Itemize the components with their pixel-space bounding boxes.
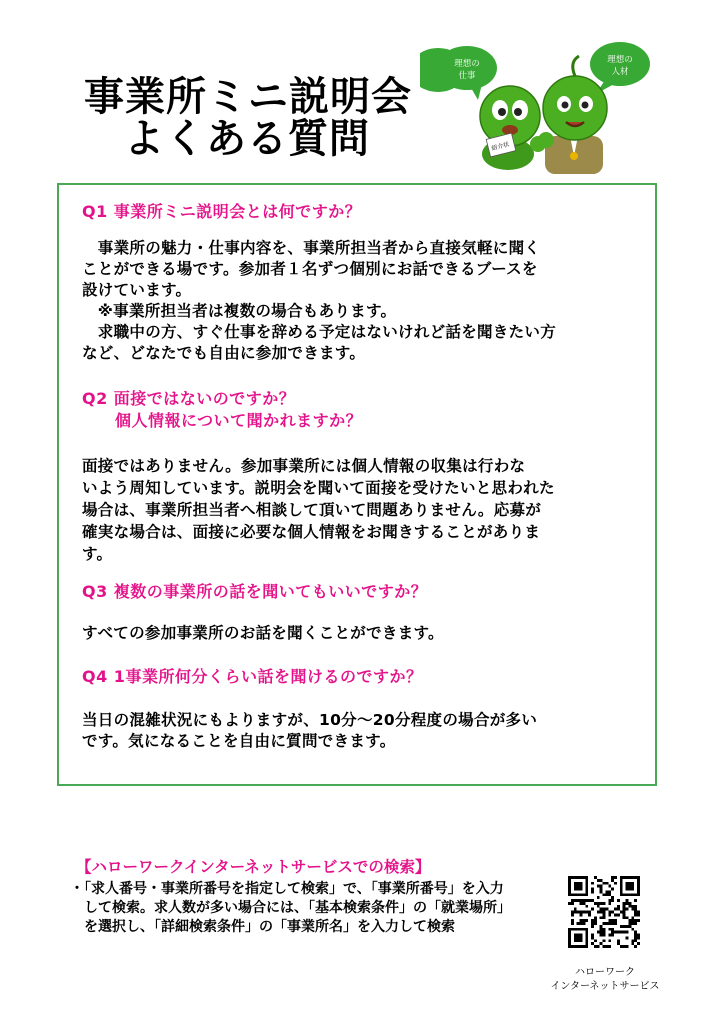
answer-1-line: 設けています。 xyxy=(82,281,192,299)
mascot-illustration xyxy=(420,36,670,176)
answer-1-line: ことができる場です。参加者１名ずつ個別にお話できるブースを xyxy=(82,260,538,278)
bubble-right-line2: 人材 xyxy=(611,67,629,77)
search-instruction-line: を選択し、「詳細検索条件」の「事業所名」を入力して検索 xyxy=(70,919,455,935)
question-3-line: Q3 複数の事業所の話を聞いてもいいですか？ xyxy=(82,582,428,601)
question-4-line: Q4 1事業所何分くらい話を聞けるのですか？ xyxy=(82,667,423,686)
question-2-line: 個人情報について聞かれますか？ xyxy=(82,411,363,430)
answer-4-line: 当日の混雑状況にもよりますが、10分～20分程度の場合が多い xyxy=(82,711,538,729)
search-instruction-line: ・「求人番号・事業所番号を指定して検索」で、「事業所番号」を入力 xyxy=(70,881,504,897)
answer-1-line: など、どなたでも自由に参加できます。 xyxy=(82,344,366,362)
bubble-left-line1: 理想の xyxy=(454,59,480,69)
search-instruction-line: して検索。求人数が多い場合には、「基本検索条件」の「就業場所」 xyxy=(70,900,511,916)
answer-2-line: す。 xyxy=(82,545,113,563)
qr-code[interactable] xyxy=(568,876,640,948)
question-1-line: Q1 事業所ミニ説明会とは何ですか？ xyxy=(82,202,362,221)
answer-1 xyxy=(82,238,642,364)
answer-2-line: 確実な場合は、面接に必要な個人情報をお聞きすることがありま xyxy=(82,523,541,541)
search-section-title: 【ハローワークインターネットサービスでの検索】 xyxy=(76,858,431,876)
bubble-left-line2: 仕事 xyxy=(458,71,476,81)
answer-2-line: いよう周知しています。説明会を聞いて面接を受けたいと思われた xyxy=(82,479,555,497)
answer-3-line: すべての参加事業所のお話を聞くことができます。 xyxy=(82,624,444,642)
search-instructions xyxy=(70,880,511,937)
answer-1-line: 求職中の方、すぐ仕事を辞める予定はないけれど話を聞きたい方 xyxy=(82,323,557,341)
answer-3 xyxy=(82,623,642,644)
question-2 xyxy=(82,388,362,432)
answer-4 xyxy=(82,710,642,752)
answer-1-line: 事業所の魅力・仕事内容を、事業所担当者から直接気軽に聞く xyxy=(82,239,541,257)
question-2-line: Q2 面接ではないのですか？ xyxy=(82,389,296,408)
mascot-left xyxy=(480,86,540,170)
question-1 xyxy=(82,201,361,223)
page-title-line1: 事業所ミニ説明会 xyxy=(84,74,412,120)
speech-bubble-left xyxy=(420,46,497,100)
qr-caption-line: インターネットサービス xyxy=(550,981,660,992)
answer-2-line: 面接ではありません。参加事業所には個人情報の収集は行わな xyxy=(82,457,526,475)
bubble-right-line1: 理想の xyxy=(607,55,633,65)
answer-2 xyxy=(82,456,642,566)
question-3 xyxy=(82,581,427,603)
referral-badge-text: 紹介状 xyxy=(490,141,510,153)
question-4 xyxy=(82,666,422,688)
qr-caption-line: ハローワーク xyxy=(575,967,635,978)
answer-4-line: です。気になることを自由に質問できます。 xyxy=(82,732,396,750)
answer-2-line: 場合は、事業所担当者へ相談して頂いて問題ありません。応募が xyxy=(82,501,542,519)
page-title-line2: よくある質問 xyxy=(124,116,370,162)
answer-1-line: ※事業所担当者は複数の場合もあります。 xyxy=(82,302,397,320)
qr-caption xyxy=(532,966,678,994)
